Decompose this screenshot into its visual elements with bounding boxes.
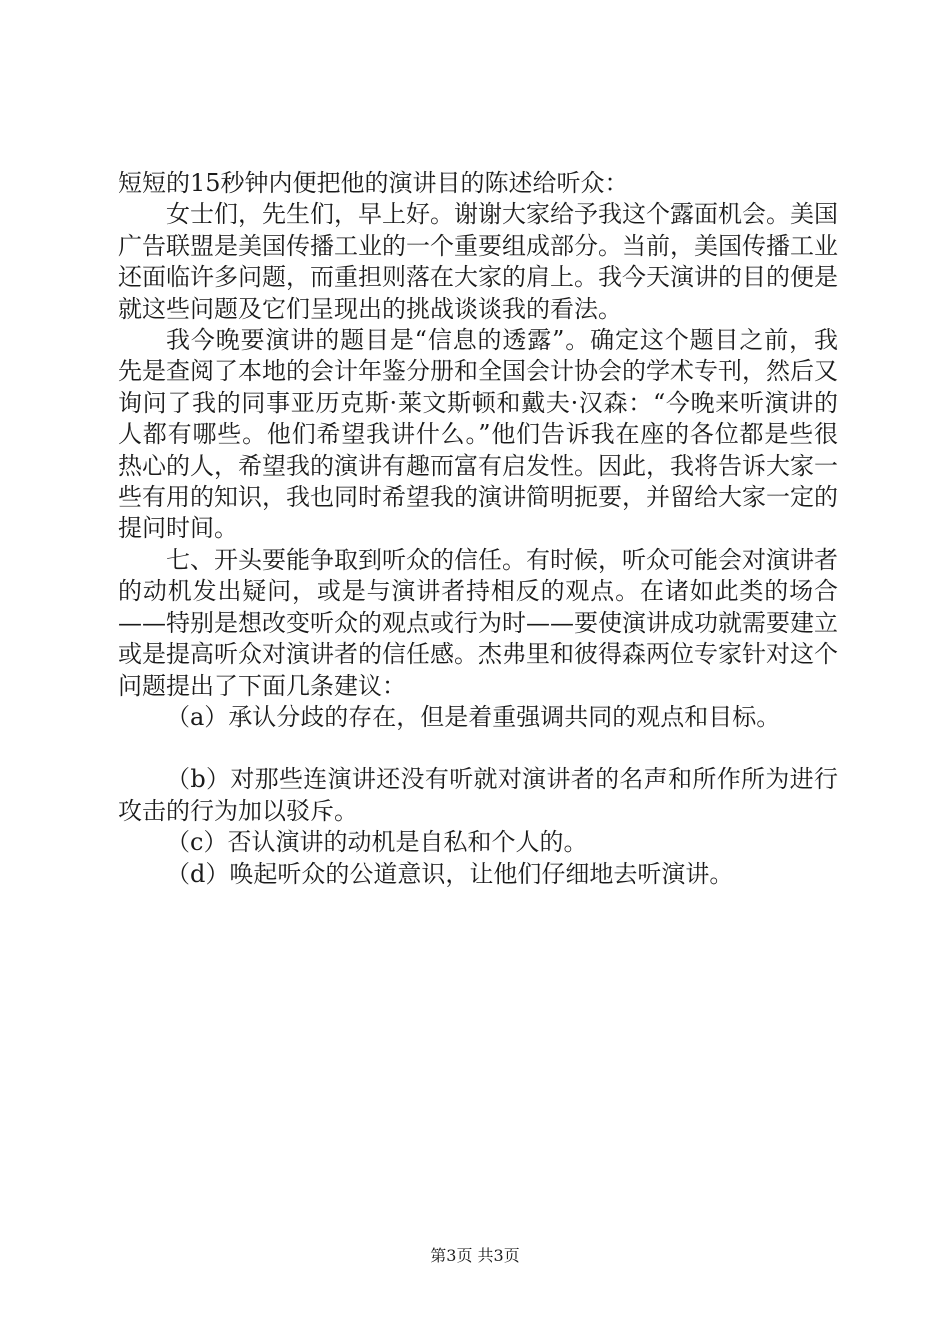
paragraph-topic: 我今晚要演讲的题目是“信息的透露”。确定这个题目之前，我先是查阅了本地的会计年鉴分册和全国会计协会的学术专刊，然后又询问了我的同事亚历克斯·莱文斯顿和戴夫·汉森：“今晚来听演讲的人都有哪些。他们希望我讲什么。”他们告诉我在座的各位都是些很热心的人，希望我的演讲有趣而富有启发性。因此，我将告诉大家一些有用的知识，我也同时希望我的演讲简明扼要，并留给大家一定的提问时间。 [118,326,838,543]
page-footer [0,1243,950,1266]
body-text [118,168,838,890]
paragraph-trust: 七、开头要能争取到听众的信任。有时候，听众可能会对演讲者的动机发出疑问，或是与演讲者持相反的观点。在诸如此类的场合——特别是想改变听众的观点或行为时——要使演讲成功就需要建立或是提高听众对演讲者的信任感。杰弗里和彼得森两位专家针对这个问题提出了下面几条建议： [118,545,838,700]
paragraph-greeting: 女士们，先生们，早上好。谢谢大家给予我这个露面机会。美国广告联盟是美国传播工业的一个重要组成部分。当前，美国传播工业还面临许多问题，而重担则落在大家的肩上。我今天演讲的目的便是就这些问题及它们呈现出的挑战谈谈我的看法。 [118,200,838,323]
list-item-d: （d）唤起听众的公道意识，让他们仔细地去听演讲。 [166,859,734,888]
list-item-b: （b）对那些连演讲还没有听就对演讲者的名声和所作所为进行攻击的行为加以驳斥。 [118,765,838,825]
list-item-c: （c）否认演讲的动机是自私和个人的。 [166,828,588,857]
list-item-a: （a）承认分歧的存在，但是着重强调共同的观点和目标。 [166,702,781,731]
page-number: 第3页 共3页 [430,1246,520,1265]
paragraph-intro: 短短的15秒钟内便把他的演讲目的陈述给听众： [118,169,629,197]
